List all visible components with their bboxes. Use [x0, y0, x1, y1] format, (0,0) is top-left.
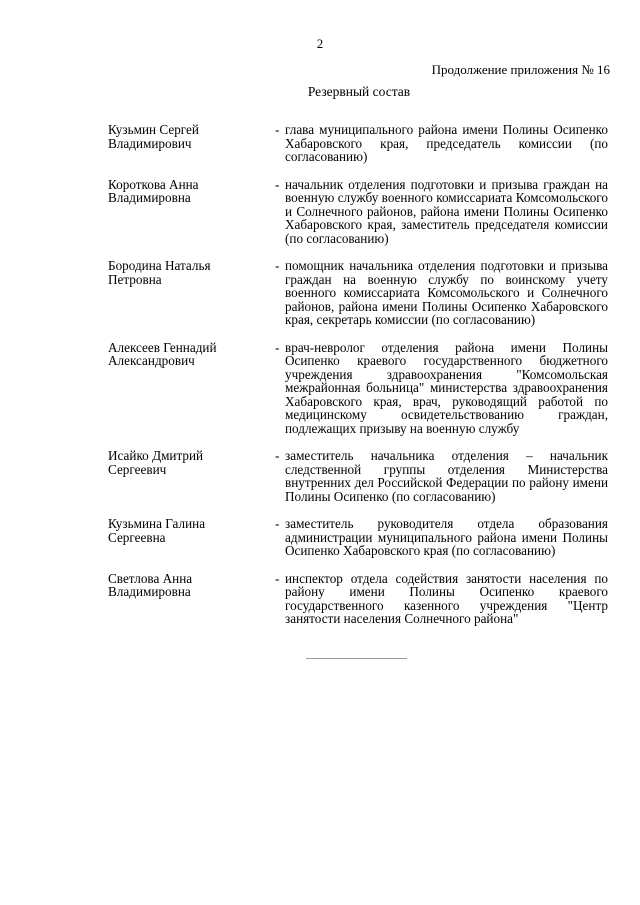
dash-separator: - [275, 122, 280, 137]
dash-separator: - [275, 448, 280, 463]
dash-separator: - [275, 516, 280, 531]
member-name: Бородина Наталья Петровна [108, 258, 211, 287]
dash-separator: - [275, 258, 280, 273]
member-entry [108, 517, 608, 558]
dash-separator: - [275, 176, 280, 192]
section-title: Резервный состав [307, 84, 411, 99]
members-list [108, 123, 608, 640]
member-entry [108, 449, 608, 503]
member-name: Исайко Дмитрий Сергеевич [108, 448, 204, 477]
member-name: Алексеев Геннадий Александрович [108, 339, 217, 368]
member-role: помощник начальника отделения подготовки и призыва граждан на военную службу по воинскому учету военного комиссариата Комсомольского и Солнечного районов, района имени Полины Осипенко Хабаровского края, секретарь комиссии (по согласованию) [285, 258, 608, 327]
member-name: Светлова Анна Владимировна [108, 570, 193, 599]
end-separator-line [306, 658, 407, 659]
member-role: инспектор отдела содействия занятости населения по району имени Полины Осипенко краевого государственного казенного учреждения "Центр занятости населения Солнечного района" [285, 570, 608, 626]
member-role: начальник отделения подготовки и призыва граждан на военную службу военного комиссариата Комсомольского и Солнечного районов, района имени Полины Осипенко Хабаровского края, заместитель председателя комиссии (по согласованию) [285, 176, 608, 246]
member-role: врач-невролог отделения района имени Полины Осипенко краевого государственного бюджетного учреждения здравоохранения "Комсомольская межрайонная больница" министерства здравоохранения Хабаровского края, врач, руководящий работой по медицинскому освидетельствованию граждан, подлежащих призыву на военную службу [285, 339, 608, 436]
member-role: заместитель начальника отделения – начальник следственной группы отделения Министерства внутренних дел Российской Федерации по району имени Полины Осипенко (по согласованию) [285, 448, 608, 504]
member-name: Короткова Анна Владимировна [108, 176, 199, 205]
member-entry [108, 178, 608, 246]
member-role: заместитель руководителя отдела образования администрации муниципального района имени Полины Осипенко Хабаровского края (по согласованию) [285, 516, 608, 558]
member-entry [108, 259, 608, 327]
continuation-header: Продолжение приложения № 16 [431, 62, 610, 77]
member-entry [108, 572, 608, 626]
member-name: Кузьмин Сергей Владимирович [108, 122, 199, 151]
member-entry [108, 341, 608, 436]
dash-separator: - [275, 570, 280, 586]
dash-separator: - [275, 339, 280, 355]
page-number: 2 [316, 36, 324, 51]
member-role: глава муниципального района имени Полины Осипенко Хабаровского края, председатель комиссии (по согласованию) [285, 122, 608, 164]
member-entry [108, 123, 608, 164]
member-name: Кузьмина Галина Сергеевна [108, 516, 206, 545]
